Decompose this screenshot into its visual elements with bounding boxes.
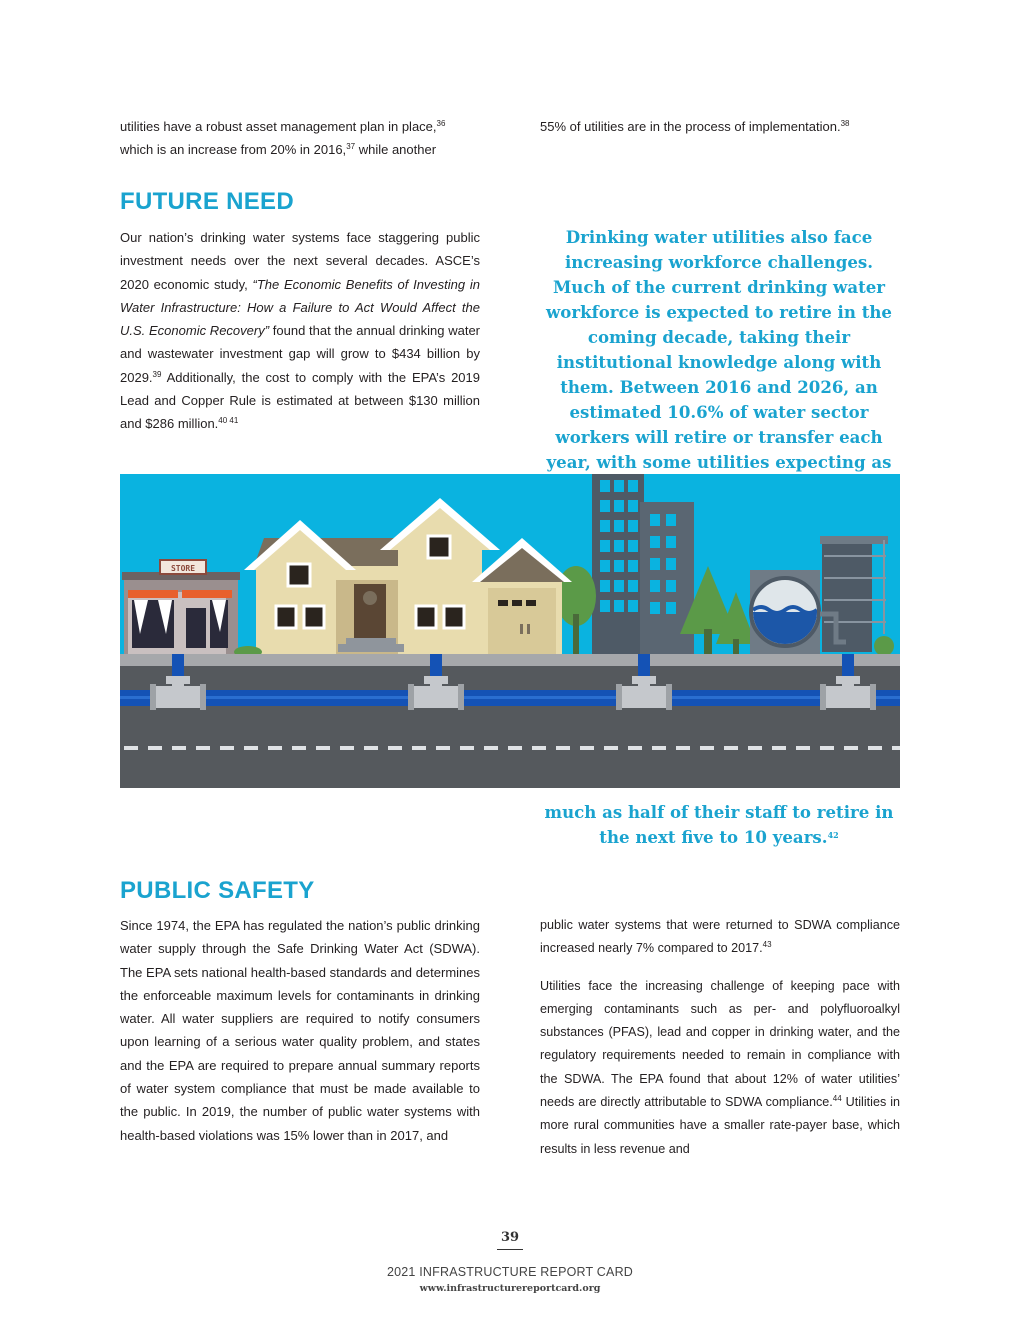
road (120, 666, 900, 788)
sidewalk (120, 654, 900, 666)
pullquote-part2: much as half of their staff to retire in the next five to 10 years.$^{42}$ (544, 802, 894, 847)
public-safety-left: Since 1974, the EPA has regulated the nation’s public drinking water supply through the Safe Drinking Water Act (SDWA). The EPA sets national health-based standards and determines the enforceable maximum levels for contaminants in drinking water. All water suppliers are required to notify consumers upon learning of a serious water quality problem, and states and the EPA are required to prepare annual summary reports of water system compliance that must be made available to the public. In 2019, the number of public water systems with health-based violations was 15% lower than in 2017, and (120, 918, 480, 1143)
future-need-body: Our nation’s drinking water systems face staggering public investment needs over the next several decades. ASCE’s 2020 economic study, “The Economic Benefits of Investing in Water Infrastructure: How a Failure to Act Would Affect the U.S. Economic Recovery” found that the annual drinking water and wastewater investment gap will grow to $434 billion by 2029.39 Additionally, the cost to comply with the EPA’s 2019 Lead and Copper Rule is estimated at between $130 million and $286 million.$^{40 41}$ (120, 230, 481, 432)
public-safety-heading: PUBLIC SAFETY (120, 877, 315, 904)
pullquote-part1: Drinking water utilities also face increasing workforce challenges. Much of the current drinking water workforce is expected to retire in the coming decade, taking their institutional knowledge along with them. Between 2016 and 2026, an estimated 10.6% of water sector workers will retire or transfer each year, with some utilities expecting as (545, 227, 892, 472)
top-right-text: 55% of utilities are in the process of implementation.$^{38}$ (540, 119, 850, 134)
top-left-text: utilities have a robust asset management plan in place,$^{36}$ which is an increase from 20% in 2016,37 while another (120, 119, 446, 158)
public-safety-right: public water systems that were returned to SDWA compliance increased nearly 7% compared to 2017.43 Utilities face the increasing challenge of keeping pace with emerging contaminants such as per- and polyfluoroalkyl substances (PFAS), lead and copper in drinking water, and the regulatory requirements needed to remain in compliance with the SDWA. The EPA found that about 12% of water utilities’ needs are directly attributable to SDWA compliance.$^{44}$ Utilities in more rural communities have a smaller rate-payer base, which results in less revenue and (540, 918, 901, 1156)
future-need-heading: FUTURE NEED (120, 188, 294, 215)
street-illustration (120, 474, 900, 788)
footer-url[interactable]: www.infrastructurereportcard.org (419, 1283, 601, 1294)
store-sign: STORE (170, 564, 196, 573)
page-number: 39 (500, 1230, 520, 1245)
page-number-rule (497, 1249, 523, 1250)
footer-title: 2021 INFRASTRUCTURE REPORT CARD (386, 1265, 634, 1279)
